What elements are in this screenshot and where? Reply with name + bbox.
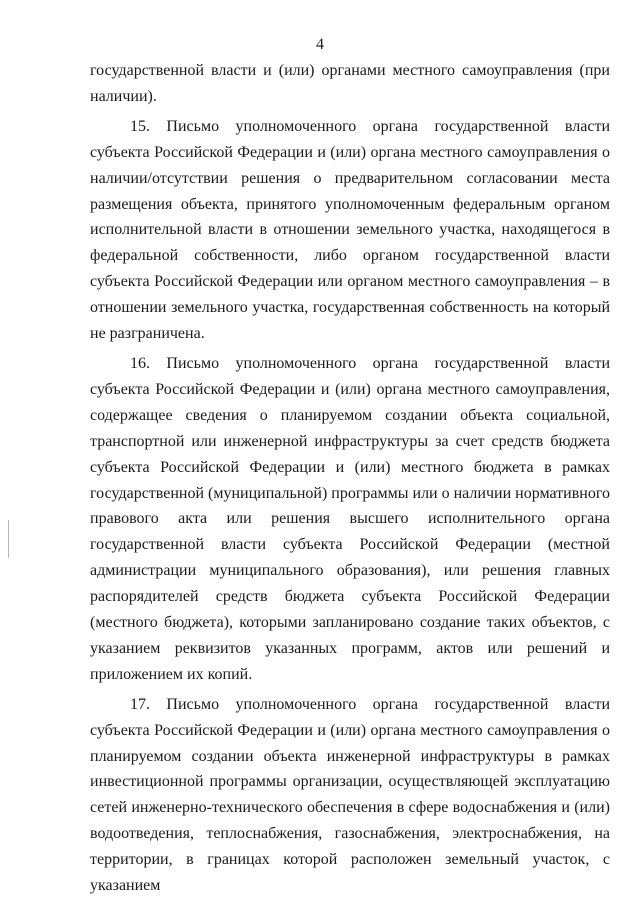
- scan-edge-mark: [8, 520, 9, 558]
- paragraph-item-16: 16. Письмо уполномоченного органа государственной власти субъекта Российской Федерации и (или) органа местного самоуправления, содержащее сведения о планируемом создании объекта социальной, транспортной или инженерной инфраструктуры за счет средств бюджета субъекта Российской Федерации и (или) местного бюджета в рамках государственной (муниципальной) программы или о наличии нормативного правового акта или решения высшего исполнительного органа государственной власти субъекта Российской Федерации (местной администрации муниципального образования), или решения главных распорядителей средств бюджета субъекта Российской Федерации (местного бюджета), которыми запланировано создание таких объектов, с указанием реквизитов указанных программ, актов или решений и приложением их копий.: [90, 354, 610, 683]
- paragraph-continuation: государственной власти и (или) органами местного самоуправления (при наличии).: [90, 62, 610, 105]
- paragraph-item-15: 15. Письмо уполномоченного органа государственной власти субъекта Российской Федерации и (или) органа местного самоуправления о наличии/отсутствии решения о предварительном согласовании места размещения объекта, принятого уполномоченным федеральным органом исполнительной власти в отношении земельного участка, находящегося в федеральной собственности, либо органом государственной власти субъекта Российской Федерации или органом местного самоуправления – в отношении земельного участка, государственная собственность на который не разграничена.: [90, 117, 610, 343]
- paragraph-item-17: 17. Письмо уполномоченного органа государственной власти субъекта Российской Федерации и (или) органа местного самоуправления о планируемом создании объекта инженерной инфраструктуры в рамках инвестиционной программы организации, осуществляющей эксплуатацию сетей инженерно-технического обеспечения в сфере водоснабжения и (или) водоотведения, теплоснабжения, газоснабжения, электроснабжения, на территории, в границах которой расположен земельный участок, с указанием: [90, 695, 610, 895]
- page-number: 4: [316, 36, 324, 53]
- document-body: [90, 58, 610, 899]
